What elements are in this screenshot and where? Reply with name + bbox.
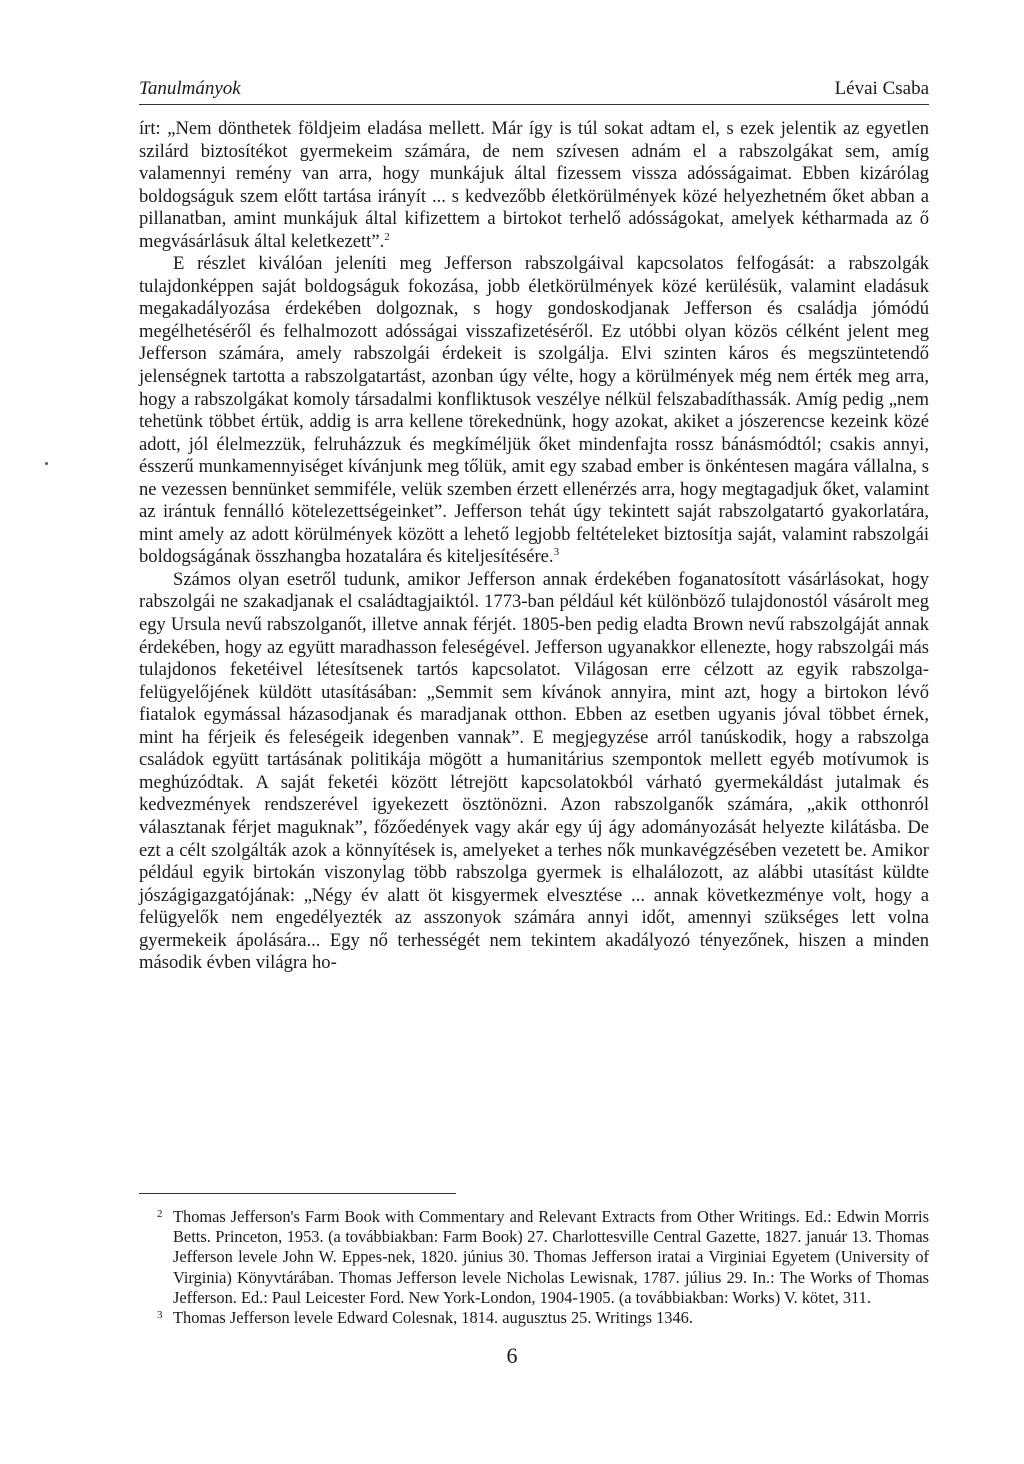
- paragraph-2-text: E részlet kiválóan jeleníti meg Jefferson rabszolgáival kapcsolatos felfogását: a rabszolgák tulajdonképpen saját boldogságuk fokozása, jobb életkörülmények közé kerülésük, valamint eladásuk megakadályozása érdekében dolgoznak, s hogy gondoskodjanak Jefferson és családja jómódú megélhetéséről és felhalmozott adósságai visszafizetéséről. Ez utóbbi olyan közös célként jelent meg Jefferson számára, amely rabszolgái érdekeit is szolgálja. Elvi szinten káros és megszüntetendő jelenségnek tartotta a rabszolgatartást, azonban úgy vélte, hogy a körülmények még nem érték meg arra, hogy a rabszolgákat komoly társadalmi konfliktusok veszélye nélkül felszabadíthassák. Amíg pedig „nem tehetünk többet értük, addig is arra kellene törekednünk, hogy azokat, akiket a jószerencse kezeink közé adott, jól élelmezzük, felruházzuk és megkíméljük őket mindenfajta rossz bánásmódtól; csakis annyi, ésszerű munkamennyiséget kívánjunk meg tőlük, amit egy szabad ember is önkéntesen magára vállalna, s ne vezessen bennünket semmiféle, velük szemben érzett ellenérzés arra, hogy megtagadjuk őket, valamint az irántuk fennálló kötelezettségeinket”. Jefferson tehát úgy tekintett saját rabszolgatartó gyakorlatára, mint amely az adott körülmények között a lehető legjobb feltételeket biztosítja saját, valamint rabszolgái boldogságának összhangba hozatalára és kiteljesítésére.: [139, 253, 929, 568]
- footnote-text: Thomas Jefferson levele Edward Colesnak, 1814. augusztus 25. Writings 1346.: [173, 1308, 693, 1328]
- paragraph-2: [139, 253, 929, 569]
- footnotes: [139, 1193, 929, 1328]
- section-title: Tanulmányok: [139, 78, 241, 99]
- paragraph-1-text: írt: „Nem dönthetek földjeim eladása mellett. Már így is túl sokat adtam el, s ezek jelentik az egyetlen szilárd biztosítékot gyermekeim számára, de nem szívesen adnám el a rabszolgákat sem, amíg valamennyi remény van arra, hogy munkájuk által fizessem vissza adósságaimat. Ebben kizárólag boldogságuk szem előtt tartása irányít ... s kedvezőbb életkörülmények közé helyezhetném őket abban a pillanatban, amint munkájuk által kifizettem a birtokot terhelő adósságokat, amelyek kétharmada az ő megvásárlásuk által keletkezett”.: [139, 118, 929, 252]
- footnote-ref-2: 2: [384, 230, 390, 243]
- paragraph-1: [139, 118, 929, 253]
- footnote-ref-3: 3: [553, 546, 560, 559]
- footnote-rule: [139, 1193, 456, 1194]
- margin-mark: [45, 462, 48, 465]
- running-header: [139, 78, 929, 105]
- footnote-text: Thomas Jefferson's Farm Book with Commentary and Relevant Extracts from Other Writings. Ed.: Edwin Morris Betts. Princeton, 1953. (a továbbiakban: Farm Book) 27. Charlottesville Central Gazette, 1827. január 13. Thomas Jefferson levele John W. Eppes-nek, 1820. június 30. Thomas Jefferson iratai a Virginiai Egyetem (University of Virginia) Könyvtárában. Thomas Jefferson levele Nicholas Lewisnak, 1787. július 29. In.: The Works of Thomas Jefferson. Ed.: Paul Leicester Ford. New York-London, 1904-1905. (a továbbiakban: Works) V. kötet, 311.: [173, 1207, 929, 1307]
- author-name: Lévai Csaba: [834, 78, 929, 99]
- paragraph-3: Számos olyan esetről tudunk, amikor Jefferson annak érdekében foganatosított vásárlásokat, hogy rabszolgái ne szakadjanak el családtagjaiktól. 1773-ban például két különböző tulajdonostól vásárolt meg egy Ursula nevű rabszolganőt, illetve annak férjét. 1805-ben pedig eladta Brown nevű rabszolgáját annak érdekében, hogy az együtt maradhasson feleségével. Jefferson ugyanakkor ellenezte, hogy rabszolgái más tulajdonos feketéivel létesítsenek tartós kapcsolatot. Világosan erre célzott az egyik rabszolga-felügyelőjének küldött utasításában: „Semmit sem kívánok annyira, mint azt, hogy a birtokon lévő fiatalok egymással házasodjanak és maradjanak otthon. Ebben az esetben ugyanis jóval többet érnek, mint ha férjeik és feleségeik idegenben vannak”. E megjegyzése arról tanúskodik, hogy a rabszolga családok együtt tartásának politikája mögött a humanitárius szempontok mellett egyéb motívumok is meghúzódtak. A saját feketéi között létrejött kapcsolatokból várható gyermekáldást jutalmak és kedvezmények rendszerével igyekezett ösztönözni. Azon rabszolganők számára, „akik otthonról választanak férjet maguknak”, főzőedények vagy akár egy új ágy adományozását helyezte kilátásba. De ezt a célt szolgálták azok a könnyítések is, amelyeket a terhes nők munkavégzésében vezetett be. Amikor például egyik birtokán viszonylag több rabszolga gyermek is elhalálozott, az alábbi utasítást küldte jószágigazgatójának: „Négy év alatt öt kisgyermek elvesztése ... annak következménye volt, hogy a felügyelők nem engedélyezték az asszonyok számára annyi időt, amennyi szükséges lett volna gyermekeik ápolására... Egy nő terhességét nem tekintem akadályozó tényezőnek, hiszen a minden második évben világra ho-: [139, 568, 929, 974]
- footnote-number: 2: [157, 1208, 163, 1220]
- footnote-number: 3: [157, 1309, 163, 1322]
- footnote-2: [139, 1207, 929, 1308]
- page-number: 6: [506, 1343, 518, 1368]
- footnote-3: [139, 1308, 929, 1328]
- body-text: [139, 118, 929, 975]
